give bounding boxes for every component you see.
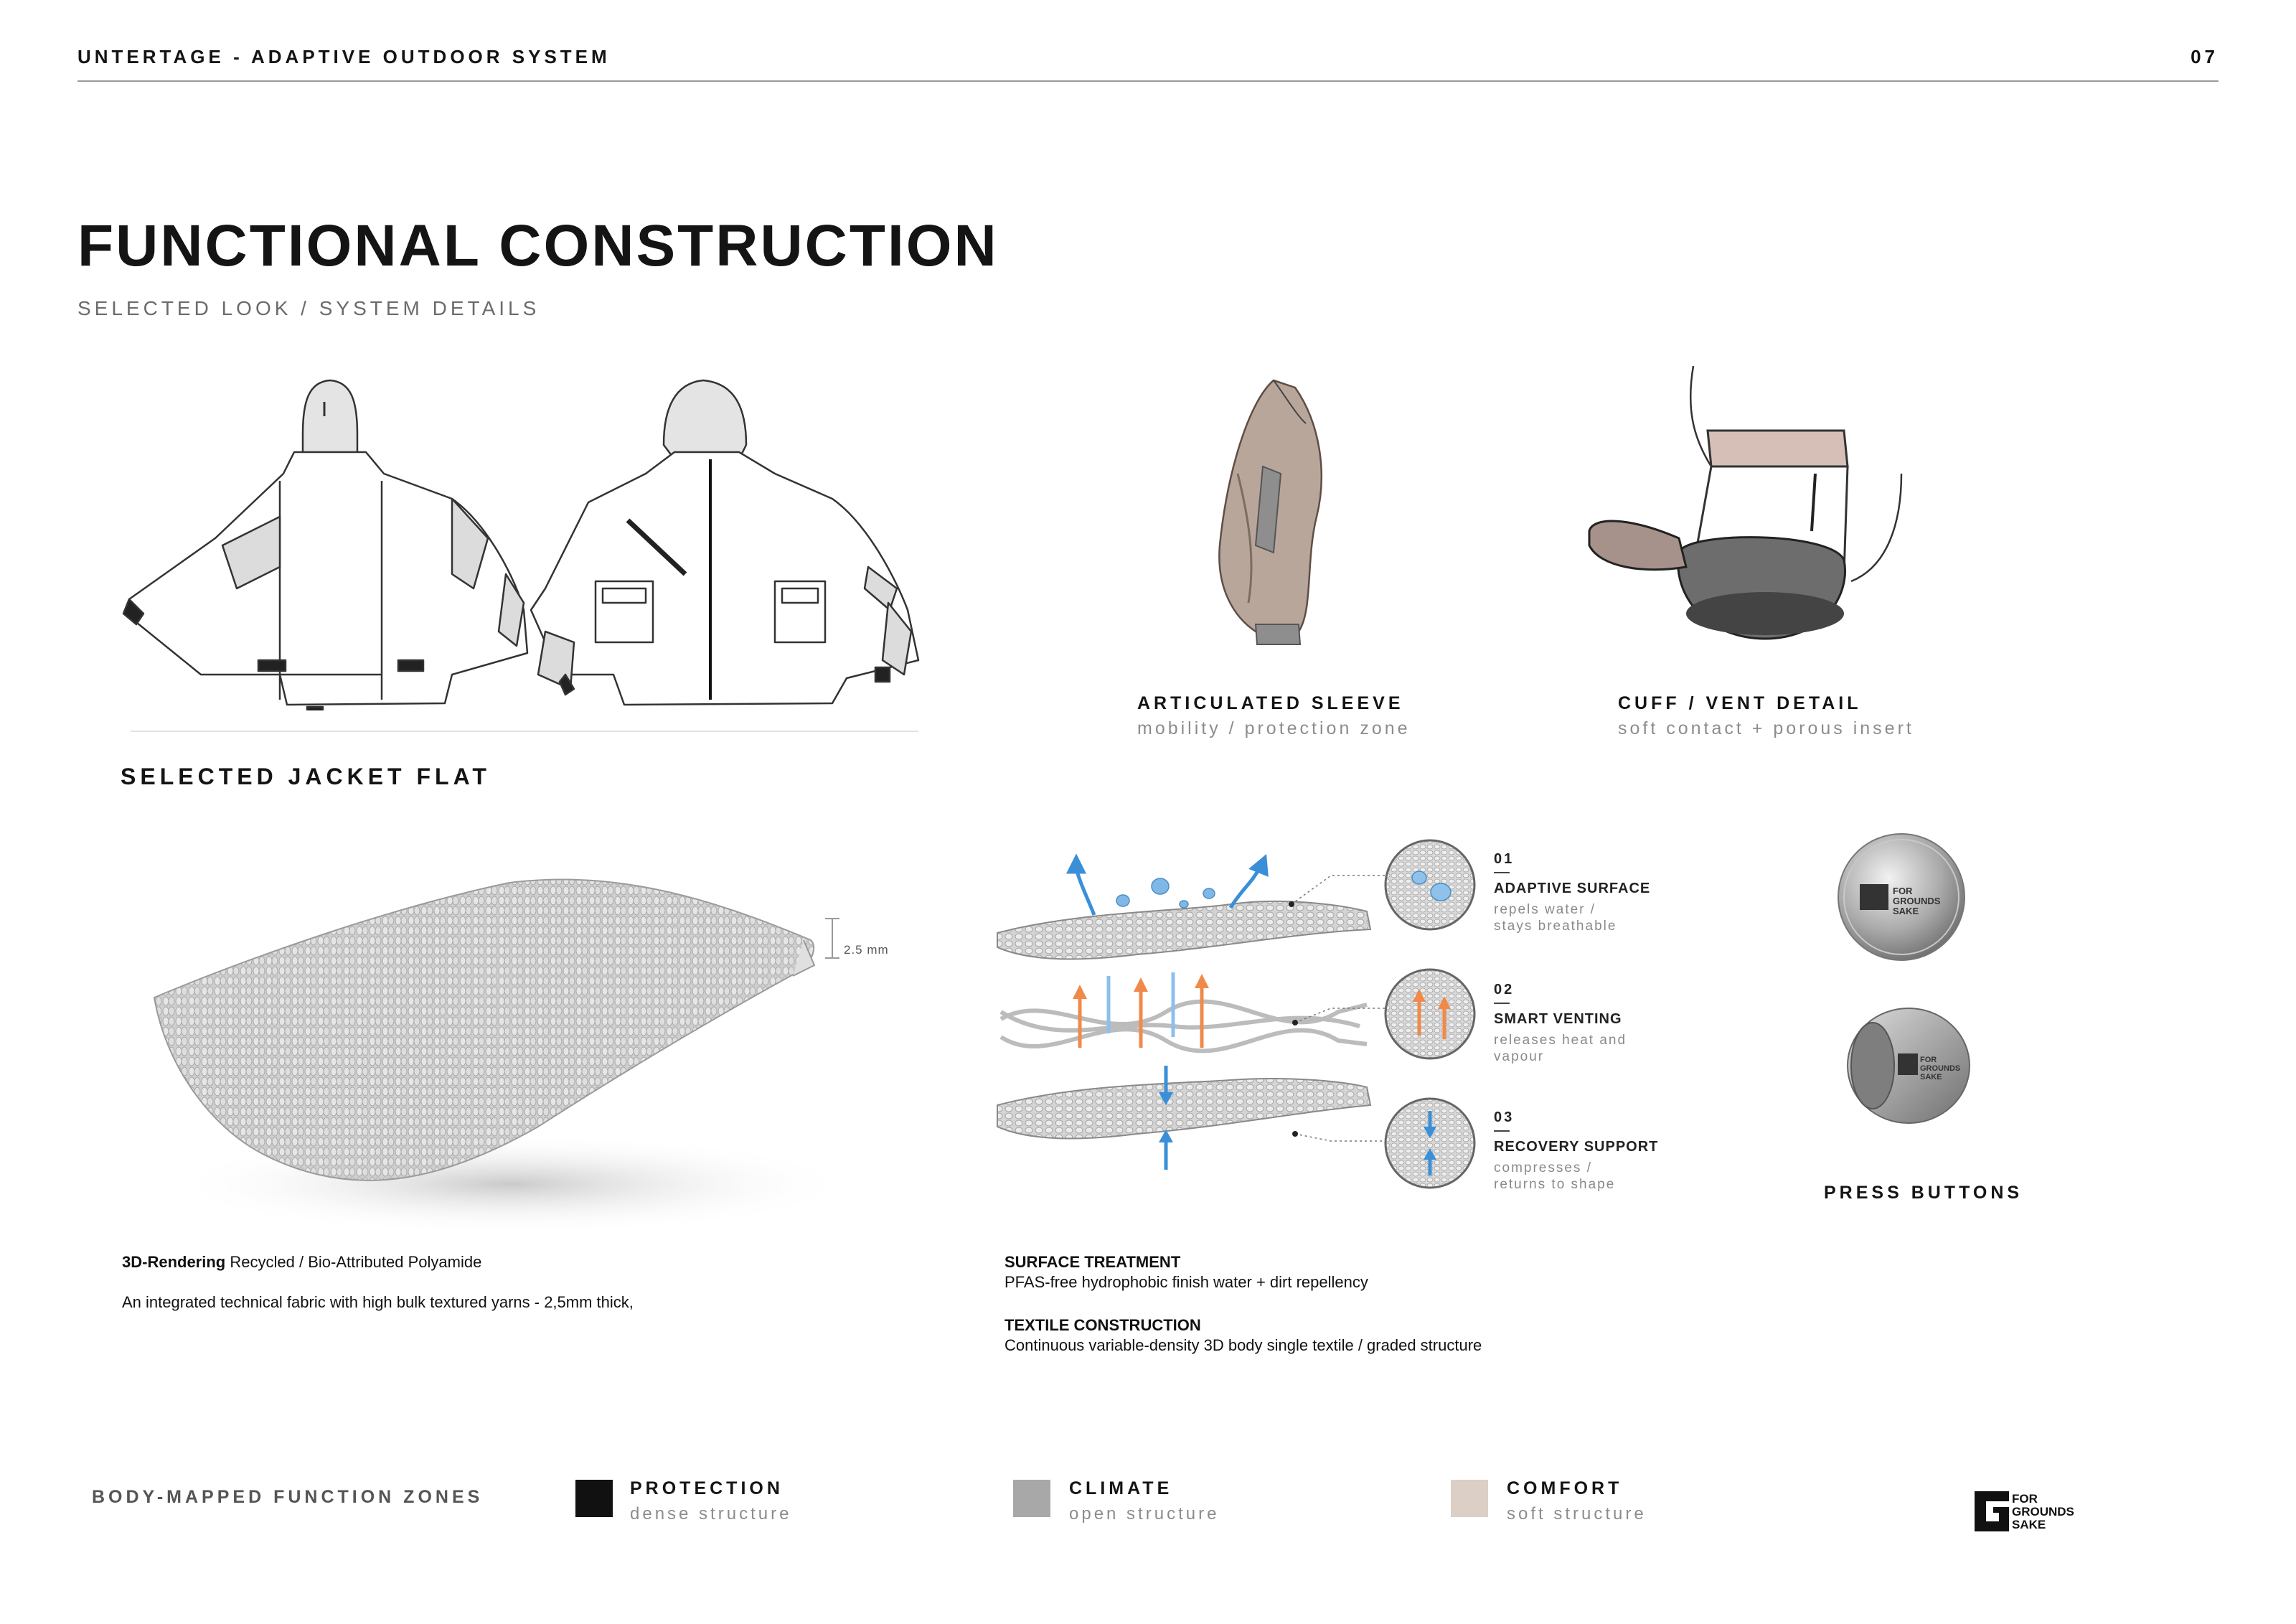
layer-desc-1: repels water /	[1494, 902, 1596, 917]
layer-dash	[1494, 872, 1510, 873]
jacket-flat-title: SELECTED JACKET FLAT	[121, 764, 491, 789]
zone-swatch-climate	[1013, 1480, 1050, 1517]
layer-item-02	[1494, 982, 1659, 1065]
press-buttons-label: PRESS BUTTONS	[1824, 1183, 2023, 1203]
surface-treatment-text: PFAS-free hydrophobic finish water + dirt repellency	[1004, 1273, 1368, 1291]
brand-logo	[1973, 1490, 2102, 1533]
detail-subtitle-cuff: soft contact + porous insert	[1618, 718, 1914, 738]
zones-title: BODY-MAPPED FUNCTION ZONES	[92, 1487, 484, 1507]
sleeve-sketch	[1205, 373, 1349, 646]
zone-swatch-protection	[575, 1480, 613, 1517]
material-text: Recycled / Bio-Attributed Polyamide	[230, 1253, 482, 1271]
layer-magnifier-icons	[1383, 838, 1477, 1190]
fabric-description: An integrated technical fabric with high bulk textured yarns - 2,5mm thick,	[122, 1293, 634, 1311]
layer-item-01	[1494, 851, 1659, 934]
zone-desc-comfort: soft structure	[1507, 1504, 1647, 1524]
page-subtitle: SELECTED LOOK / SYSTEM DETAILS	[77, 297, 540, 319]
layer-number: 02	[1494, 982, 1515, 998]
jacket-sketches	[115, 373, 933, 710]
layer-desc-1: compresses /	[1494, 1160, 1592, 1175]
cuff-sketch-icon	[1586, 366, 1916, 653]
page-title: FUNCTIONAL CONSTRUCTION	[77, 213, 999, 278]
textile-construction-text: Continuous variable-density 3D body single textile / graded structure	[1004, 1336, 1482, 1354]
layer-desc-2: stays breathable	[1494, 919, 1617, 934]
press-button-icon	[1830, 825, 1973, 1148]
layer-item-03	[1494, 1109, 1659, 1193]
zone-desc-climate: open structure	[1069, 1504, 1220, 1524]
zone-label-climate: CLIMATE	[1069, 1478, 1173, 1498]
cuff-sketch	[1586, 366, 1916, 653]
thickness-label: 2.5 mm	[844, 943, 889, 957]
svg-text:SAKE: SAKE	[2012, 1518, 2046, 1531]
layer-number: 01	[1494, 851, 1515, 867]
detail-title-cuff: CUFF / VENT DETAIL	[1618, 693, 1862, 713]
layer-desc-2: returns to shape	[1494, 1177, 1616, 1192]
zone-label-protection: PROTECTION	[630, 1478, 784, 1498]
svg-text:GROUNDS: GROUNDS	[1920, 1064, 1961, 1073]
textile-construction-title: TEXTILE CONSTRUCTION	[1004, 1316, 1201, 1334]
svg-text:FOR: FOR	[1893, 886, 1913, 896]
svg-text:GROUNDS: GROUNDS	[2012, 1505, 2074, 1519]
svg-text:FOR: FOR	[2012, 1492, 2038, 1506]
layer-dash	[1494, 1130, 1510, 1132]
page-number: 07	[2191, 46, 2219, 67]
section-divider	[131, 731, 918, 732]
layer-title: SMART VENTING	[1494, 1011, 1622, 1027]
layer-title: RECOVERY SUPPORT	[1494, 1139, 1659, 1155]
press-buttons-render	[1830, 825, 1973, 1148]
layer-title: ADAPTIVE SURFACE	[1494, 881, 1651, 896]
svg-text:SAKE: SAKE	[1893, 906, 1919, 916]
header-title: UNTERTAGE - ADAPTIVE OUTDOOR SYSTEM	[77, 46, 611, 67]
layer-magnifiers	[1383, 838, 1477, 1190]
svg-text:GROUNDS: GROUNDS	[1893, 896, 1941, 906]
fabric-render	[136, 825, 911, 1242]
render-caption	[122, 1252, 639, 1273]
brand-logo-icon	[1973, 1490, 2102, 1533]
zone-swatch-comfort	[1451, 1480, 1488, 1517]
render-label: 3D-Rendering	[122, 1253, 226, 1271]
header-divider	[77, 80, 2219, 82]
layer-desc-2: vapour	[1494, 1049, 1545, 1064]
layer-stack-icon	[994, 832, 1424, 1206]
zone-label-comfort: COMFORT	[1507, 1478, 1623, 1498]
surface-treatment-title: SURFACE TREATMENT	[1004, 1253, 1181, 1271]
layer-desc-1: releases heat and	[1494, 1033, 1627, 1048]
svg-text:SAKE: SAKE	[1920, 1073, 1942, 1081]
svg-text:FOR: FOR	[1920, 1056, 1937, 1064]
detail-title-sleeve: ARTICULATED SLEEVE	[1137, 693, 1404, 713]
jacket-back-sketch-icon	[115, 373, 933, 710]
layer-stack	[994, 832, 1424, 1206]
sleeve-sketch-icon	[1205, 373, 1349, 646]
zone-desc-protection: dense structure	[630, 1504, 792, 1524]
layer-number: 03	[1494, 1109, 1515, 1125]
layer-dash	[1494, 1003, 1510, 1004]
detail-subtitle-sleeve: mobility / protection zone	[1137, 718, 1411, 738]
fabric-swatch-icon	[136, 825, 911, 1242]
